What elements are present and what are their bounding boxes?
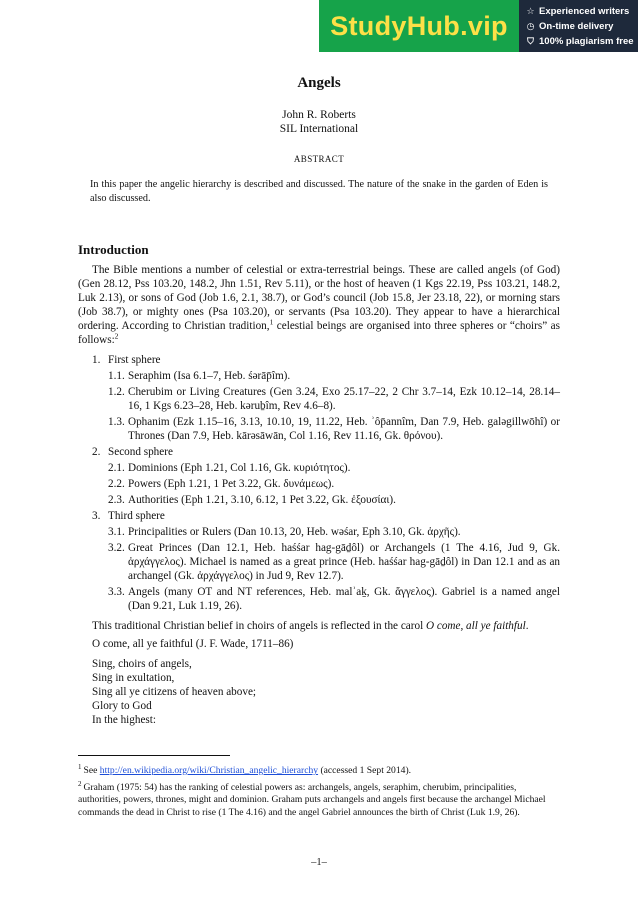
verse-line: In the highest: (92, 714, 157, 726)
intro-text: celestial beings are organised into three spheres or “choirs” as follows: (78, 320, 560, 346)
document-title: Angels (297, 75, 341, 91)
carol-intro-text: This traditional Christian belief in choirs of angels is reflected in the carol (92, 620, 426, 632)
list-item (92, 445, 560, 459)
list-item (108, 415, 560, 443)
list-text: Authorities (Eph 1.21, 3.10, 6.12, 1 Pet 3.22, Gk. ἐξουσίαι). (128, 494, 396, 506)
list-text: Principalities or Rulers (Dan 10.13, 20, Heb. wəśar, Eph 3.10, Gk. ἀρχῆς). (128, 526, 461, 538)
list-item (108, 461, 560, 475)
list-number: 2.3. (108, 494, 125, 506)
list-item (108, 385, 560, 413)
wikipedia-link[interactable]: http://en.wikipedia.org/wiki/Christian_angelic_hierarchy (99, 765, 319, 777)
list-number: 3.2. (108, 542, 125, 554)
list-number: 3. (92, 510, 101, 522)
intro-text: The Bible mentions a number of celestial or extra-terrestrial beings. These are called angels (of God) (Gen 28.12, Pss 103.20, 148.2, Jhn 1.51, Rev 5.11), or the host of heaven (1 Kgs 22.19, Pss 103.21, 148.2, Luk 2.13), or sons of God (Job 1.6, 2.1, 38.7), or God’s council (Job 15.8, Jer 23.18, 22), or morning stars (Job 38.7), or mighty ones (Psa 103.20), or servants (Psa 103.20). They appear to have a hierarchical ordering. According to Christian tradition, (78, 264, 560, 332)
brand-logo[interactable] (319, 0, 519, 52)
promo-banner[interactable] (319, 0, 638, 52)
intro-paragraph (78, 263, 560, 347)
list-number: 2.1. (108, 462, 125, 474)
list-number: 1.1. (108, 370, 125, 382)
footnote-ref[interactable]: 1 (269, 317, 274, 327)
list-label: Third sphere (108, 510, 165, 522)
footnotes (78, 761, 560, 819)
feature-label: Experienced writers (539, 6, 630, 17)
list-number: 1.3. (108, 416, 125, 428)
carol-intro-text: . (525, 620, 529, 632)
sphere-list (78, 353, 560, 613)
clock-icon: ◷ (526, 21, 535, 31)
list-item (108, 541, 560, 583)
feature-label: On-time delivery (539, 21, 614, 32)
feature-item (525, 34, 638, 49)
feature-item (525, 4, 638, 19)
list-item (92, 509, 560, 523)
list-label: Second sphere (108, 446, 173, 458)
list-item (108, 493, 560, 507)
list-text: Great Princes (Dan 12.1, Heb. haśśar hag-gāḏôl) or Archangels (1 The 4.16, Jud 9, Gk. ἀρχάγγελος). Michael is named as a great prince (Heb. haśśar hag-gāḏôl) in Dan 12.1 and as an archangel (Gk. ἀρχάγγελος) in Jud 9, Rev 12.7). (128, 542, 560, 582)
verse-line: Sing, choirs of angels, (92, 658, 192, 670)
star-icon: ☆ (526, 6, 535, 16)
brand-name: StudyHub.vip (330, 10, 508, 41)
list-number: 2.2. (108, 478, 125, 490)
page-number: –1– (311, 857, 327, 868)
verse-line: Sing all ye citizens of heaven above; (92, 686, 257, 698)
footnote-text: See (83, 765, 100, 777)
list-text: Seraphim (Isa 6.1–7, Heb. śərāp̄îm). (128, 370, 291, 382)
list-item (108, 525, 560, 539)
shield-icon: ⛉ (527, 36, 534, 46)
verse-line: Glory to God (92, 700, 152, 712)
list-number: 1. (92, 354, 101, 366)
footnote-text: Graham (1975: 54) has the ranking of celestial powers as: archangels, angels, seraphim, cherubim, principalities, authorities, powers, thrones, might and dominion. Graham puts archangels and angels first because the archangel Michael commands the dead in Christ to rise (1 The 4.16) and the angel Gabriel announces the birth of Christ (Luk 1.9, 26). (78, 781, 546, 818)
verse-line: Sing in exultation, (92, 672, 175, 684)
document-page (78, 76, 560, 727)
section-heading: Introduction (78, 242, 149, 257)
carol-title: O come, all ye faithful (425, 620, 526, 632)
carol-verse (78, 657, 560, 727)
carol-source: O come, all ye faithful (J. F. Wade, 1711–86) (92, 638, 294, 650)
list-text: Cherubim or Living Creatures (Gen 3.24, Exo 25.17–22, 2 Chr 3.7–14, Ezk 10.12–14, 28.14–16, 1 Kgs 6.23–28, Heb. kəruḇîm, Rev 4.6–8). (128, 386, 560, 412)
footnote-number: 1 (78, 763, 82, 771)
list-number: 2. (92, 446, 101, 458)
footnote-number: 2 (78, 779, 82, 788)
list-text: Powers (Eph 1.21, 1 Pet 3.22, Gk. δυνάμεως). (128, 478, 335, 490)
author-affiliation: SIL International (279, 123, 359, 135)
abstract-heading: ABSTRACT (293, 154, 345, 164)
author-name: John R. Roberts (282, 109, 356, 121)
list-item (108, 585, 560, 613)
carol-intro (92, 619, 560, 633)
list-label: First sphere (108, 354, 161, 366)
footnote-text: (accessed 1 Sept 2014). (318, 765, 412, 777)
footnote-ref[interactable]: 2 (114, 331, 119, 341)
list-number: 1.2. (108, 386, 125, 398)
feature-list (519, 0, 638, 52)
list-text: Angels (many OT and NT references, Heb. malʾaḵ, Gk. ἄγγελος). Gabriel is a named angel (Dan 9.21, Luk 1.19, 26). (128, 586, 560, 612)
list-number: 3.3. (108, 586, 125, 598)
abstract-text: In this paper the angelic hierarchy is described and discussed. The nature of the snake in the garden of Eden is also discussed. (90, 179, 548, 204)
list-text: Dominions (Eph 1.21, Col 1.16, Gk. κυριότητος). (128, 462, 351, 474)
list-item (108, 477, 560, 491)
feature-item (525, 19, 638, 34)
list-item (92, 353, 560, 367)
footnote (78, 778, 560, 820)
feature-label: 100% plagiarism free (539, 36, 634, 47)
footnote-divider (78, 755, 230, 756)
list-item (108, 369, 560, 383)
list-number: 3.1. (108, 526, 125, 538)
list-text: Ophanim (Ezk 1.15–16, 3.13, 10.10, 19, 11.22, Heb. ʾôp̄annîm, Dan 7.9, Heb. galəgillwōhî) or Thrones (Dan 7.9, Heb. kārəsāwān, Col 1.16, Rev 11.16, Gk. θρόνου). (128, 416, 560, 442)
footnote (78, 761, 560, 778)
